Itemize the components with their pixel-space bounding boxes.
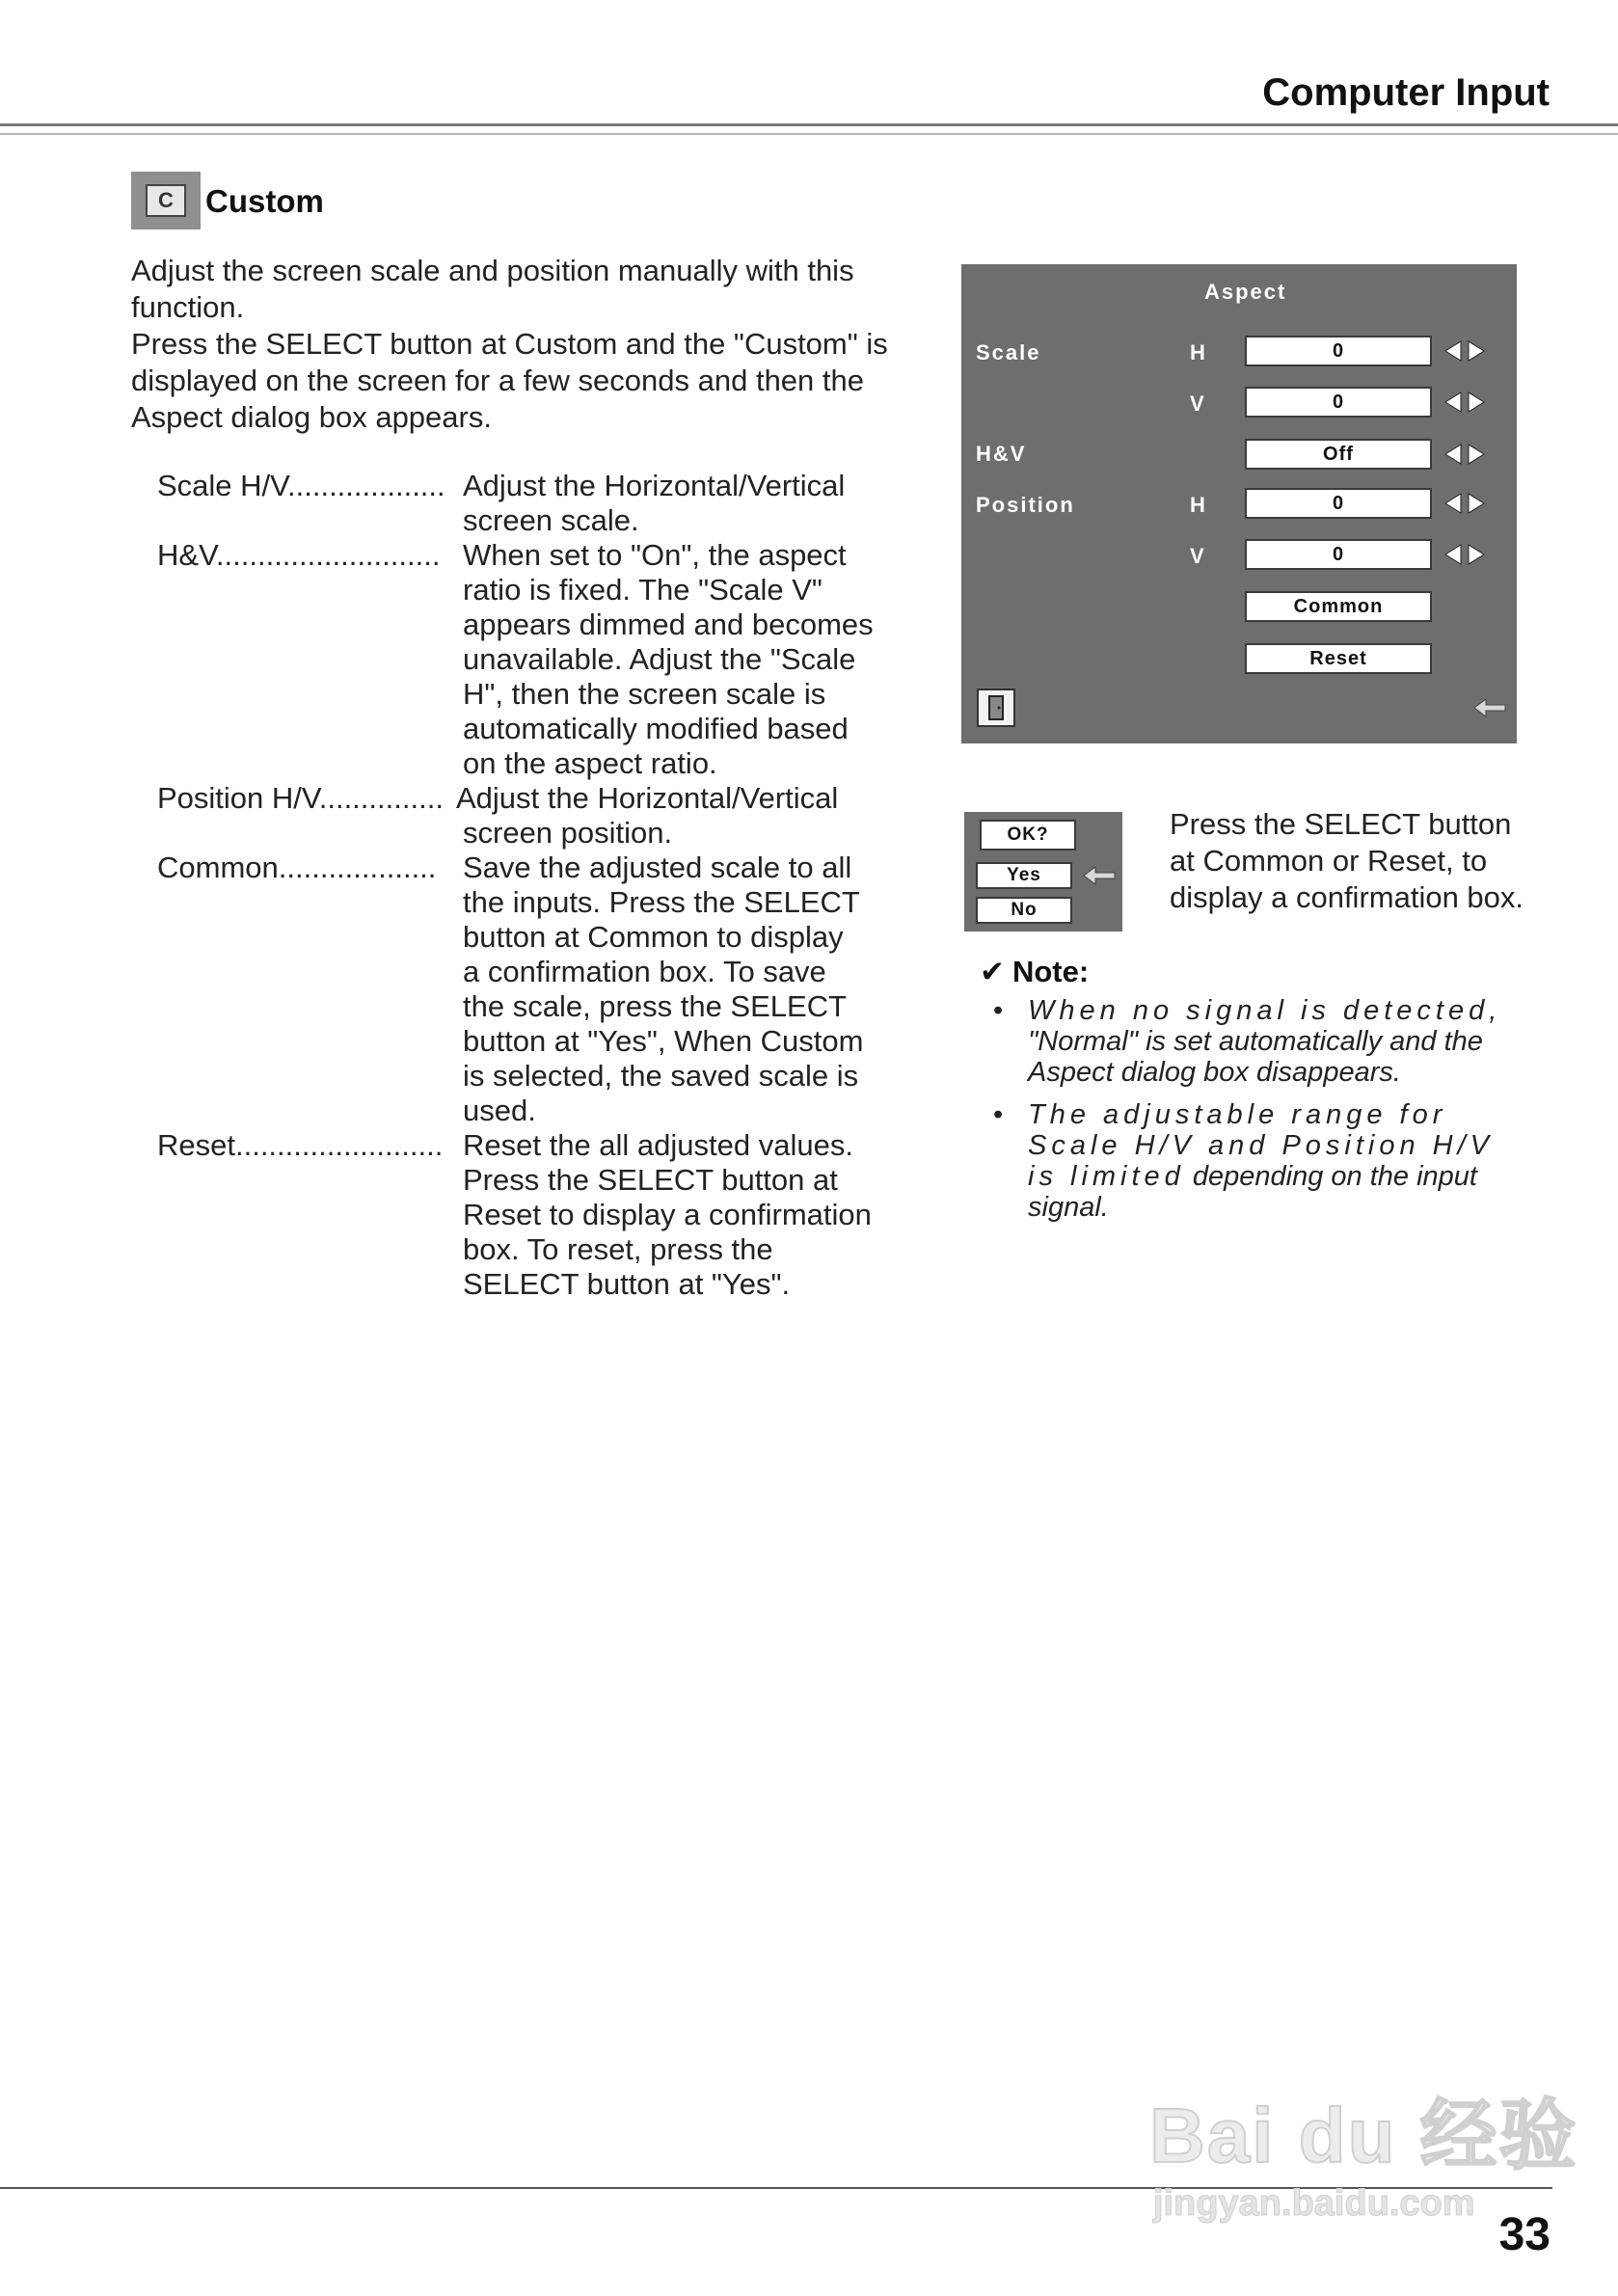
- hv-arrows-icon[interactable]: [1443, 443, 1486, 466]
- common-button[interactable]: Common: [1245, 591, 1432, 622]
- scale-h-arrows-icon[interactable]: [1443, 339, 1486, 363]
- definition-line: on the aspect ratio.: [463, 746, 717, 780]
- checkmark-icon: ✔: [980, 955, 1005, 988]
- definition-line: Reset to display a confirmation: [463, 1198, 872, 1231]
- scale-h-field[interactable]: 0: [1245, 336, 1432, 366]
- definition-row: [157, 538, 919, 781]
- custom-icon-letter: C: [146, 184, 186, 217]
- note-item-text: depending on the input signal.: [1028, 1161, 1477, 1223]
- definition-term: Scale H/V: [157, 469, 287, 502]
- position-h-arrows-icon[interactable]: [1443, 492, 1486, 515]
- header-rule: [0, 123, 1618, 126]
- scale-v-field[interactable]: 0: [1245, 387, 1432, 418]
- reset-button[interactable]: Reset: [1245, 643, 1432, 674]
- section-title: Custom: [205, 183, 324, 219]
- definition-line: Adjust the Horizontal/Vertical: [463, 469, 846, 502]
- definition-term: Position H/V: [157, 781, 319, 815]
- definition-line: automatically modified based: [463, 712, 849, 745]
- confirmation-box: [964, 812, 1122, 932]
- hv-label: H&V: [976, 442, 1027, 466]
- definition-line: When set to "On", the aspect: [463, 538, 847, 572]
- note-heading: [980, 955, 1089, 989]
- intro-paragraph: Adjust the screen scale and position manually with this function.: [131, 254, 854, 324]
- custom-icon: [131, 172, 201, 230]
- scale-v-label: V: [1190, 392, 1206, 416]
- definition-row: [157, 851, 919, 1128]
- leader-dots: .........................: [234, 1128, 444, 1162]
- aspect-dialog: [961, 264, 1517, 743]
- page-header-title: Computer Input: [1262, 71, 1550, 114]
- scale-label: Scale: [976, 340, 1041, 365]
- hv-field[interactable]: Off: [1245, 439, 1432, 470]
- definition-line: Adjust the Horizontal/Vertical: [456, 781, 839, 815]
- definition-line: Reset the all adjusted values.: [463, 1128, 853, 1162]
- baidu-watermark-logo: Bai du 经验: [1149, 2093, 1578, 2178]
- definition-row: [157, 1128, 919, 1302]
- definition-line: Press the SELECT button at: [463, 1163, 838, 1197]
- leader-dots: ...................: [278, 851, 437, 884]
- back-arrow-icon[interactable]: [1472, 696, 1507, 719]
- note-item-lead: When no signal is detected,: [1028, 995, 1502, 1026]
- definition-line: H", then the screen scale is: [463, 677, 826, 711]
- definition-list: [157, 469, 919, 1302]
- position-v-arrows-icon[interactable]: [1443, 543, 1486, 566]
- intro-text: [131, 253, 903, 436]
- definition-line: appears dimmed and becomes: [463, 608, 874, 641]
- definition-line: is selected, the saved scale is: [463, 1059, 859, 1093]
- definition-line: button at "Yes", When Custom: [463, 1024, 864, 1058]
- note-item: [993, 995, 1533, 1088]
- position-h-label: H: [1190, 493, 1207, 517]
- header-rule-secondary: [0, 133, 1618, 135]
- definition-line: screen scale.: [463, 503, 639, 537]
- leader-dots: ...............: [318, 781, 444, 815]
- definition-row: [157, 781, 919, 851]
- dialog-title: Aspect: [1204, 280, 1287, 304]
- note-item: [993, 1099, 1533, 1223]
- scale-h-label: H: [1190, 340, 1207, 365]
- definition-term: H&V: [157, 538, 216, 572]
- bullet-icon: •: [993, 995, 1004, 1026]
- note-item-lead: The adjustable range for Scale H/V and Position H/V is limited: [1028, 1099, 1495, 1192]
- note-list: [993, 995, 1533, 1234]
- confirmation-caption: Press the SELECT button at Common or Reset, to display a confirmation box.: [1170, 807, 1524, 914]
- definition-line: box. To reset, press the: [463, 1232, 773, 1266]
- definition-line: the inputs. Press the SELECT: [463, 885, 860, 919]
- definition-line: unavailable. Adjust the "Scale: [463, 642, 856, 676]
- definition-line: the scale, press the SELECT: [463, 989, 848, 1023]
- definition-line: used.: [463, 1094, 536, 1127]
- intro-paragraph: Press the SELECT button at Custom and the "Custom" is displayed on the screen for a few seconds and then the Aspect dialog box appears.: [131, 327, 888, 434]
- yes-button[interactable]: Yes: [976, 862, 1072, 889]
- definition-line: Save the adjusted scale to all: [463, 851, 852, 884]
- bullet-icon: •: [993, 1099, 1004, 1130]
- ok-question: OK?: [980, 820, 1076, 851]
- exit-door-icon[interactable]: [977, 689, 1015, 727]
- definition-line: button at Common to display: [463, 920, 844, 954]
- note-item-text: "Normal" is set automatically and the Aspect dialog box disappears.: [1028, 1026, 1483, 1088]
- note-heading-label: Note:: [1011, 955, 1090, 988]
- position-v-field[interactable]: 0: [1245, 539, 1432, 570]
- scale-v-arrows-icon[interactable]: [1443, 391, 1486, 414]
- leader-dots: ...................: [287, 469, 445, 502]
- definition-row: [157, 469, 919, 538]
- definition-line: a confirmation box. To save: [463, 955, 826, 988]
- leader-dots: ...........................: [215, 538, 441, 572]
- position-h-field[interactable]: 0: [1245, 488, 1432, 519]
- definition-line: ratio is fixed. The "Scale V": [463, 573, 822, 607]
- definition-line: SELECT button at "Yes".: [463, 1267, 791, 1301]
- definition-term: Common: [157, 851, 279, 884]
- position-label: Position: [976, 493, 1075, 517]
- baidu-watermark-url: jingyan.baidu.com: [1153, 2183, 1475, 2224]
- position-v-label: V: [1190, 544, 1206, 568]
- no-button[interactable]: No: [976, 897, 1072, 924]
- page-number: 33: [1498, 2209, 1551, 2260]
- definition-line: screen position.: [463, 816, 673, 850]
- definition-term: Reset: [157, 1128, 235, 1162]
- pointer-arrow-icon: [1082, 864, 1117, 887]
